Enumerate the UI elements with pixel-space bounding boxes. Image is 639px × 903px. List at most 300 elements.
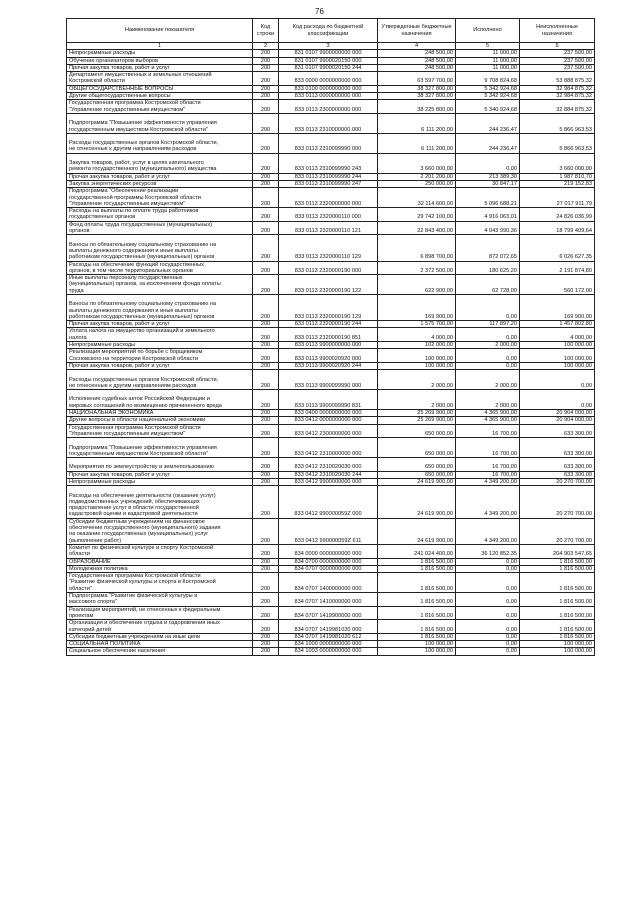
indicator-name-line: обеспечение государственного (муниципального) задания (69, 525, 221, 532)
indicator-name-line: Костромской области (69, 78, 125, 85)
indicator-name-cell (67, 633, 253, 640)
approved-amount-cell: 1 816 500,00 (378, 620, 456, 634)
approved-amount-cell: 3 660 000,00 (378, 153, 456, 173)
approved-amount-cell: 6 111 200,00 (378, 113, 456, 133)
line-code-cell: 200 (253, 641, 279, 648)
table-row (67, 362, 595, 369)
classification-code-cell: 833 0113 2310099990 247 (279, 180, 378, 187)
executed-amount-cell: 4 043 990,36 (456, 221, 520, 235)
indicator-name-line: (выполнение работ) (69, 537, 122, 544)
table-row (67, 321, 595, 328)
table-row (67, 410, 595, 417)
table-row (67, 294, 595, 320)
indicator-name-cell (67, 208, 253, 222)
indicator-name-line: Взносы по обязательному социальному страхованию на (69, 301, 217, 308)
indicator-name-line: "Развитие физической культуры и спорта в Костромской (69, 579, 216, 586)
line-code-cell: 200 (253, 544, 279, 558)
approved-amount-cell: 22 843 400,00 (378, 221, 456, 235)
approved-amount-cell: 4 000,00 (378, 328, 456, 342)
approved-amount-cell: 38 327 800,00 (378, 85, 456, 92)
approved-amount-cell: 248 500,00 (378, 64, 456, 71)
executed-amount-cell: 4 365 900,00 (456, 410, 520, 417)
executed-amount-cell: 16 700,00 (456, 438, 520, 458)
unexecuted-amount-cell: 1 816 500,00 (520, 620, 595, 634)
header-indicator-name: Наименование показателя (67, 19, 253, 43)
indicator-name-cell (67, 85, 253, 92)
indicator-name-cell (67, 410, 253, 417)
indicator-name-line: Подпрограмма "Повышение эффективности управления (69, 444, 217, 451)
indicator-name-line: Закупка энергетических ресурсов (69, 180, 157, 187)
indicator-name-line: выплаты денежного содержания и иные выплаты (69, 307, 198, 314)
table-row (67, 208, 595, 222)
indicator-name-line: Государственная программа Костромской области (69, 573, 201, 580)
table-row (67, 342, 595, 349)
executed-amount-cell: 872 072,65 (456, 235, 520, 261)
indicator-name-cell (67, 57, 253, 64)
indicator-name-cell (67, 113, 253, 133)
line-code-cell: 200 (253, 294, 279, 320)
table-row (67, 438, 595, 458)
approved-amount-cell: 1 816 500,00 (378, 573, 456, 593)
table-row (67, 188, 595, 208)
indicator-name-line: работникам государственных (муниципальных) органов (69, 254, 215, 261)
indicator-name-line: Прочая закупка товаров, работ и услуг (69, 173, 170, 180)
unexecuted-amount-cell: 560 172,00 (520, 275, 595, 295)
line-code-cell: 200 (253, 573, 279, 593)
table-row (67, 544, 595, 558)
unexecuted-amount-cell: 4 000,00 (520, 328, 595, 342)
approved-amount-cell: 1 816 500,00 (378, 593, 456, 607)
unexecuted-amount-cell: 237 500,00 (520, 50, 595, 57)
approved-amount-cell: 1 816 500,00 (378, 565, 456, 572)
classification-code-cell: 833 0412 2300000000 000 (279, 424, 378, 438)
line-code-cell: 200 (253, 471, 279, 478)
classification-code-cell: 834 0707 1419981020 000 (279, 620, 378, 634)
column-number: 1 (67, 43, 253, 50)
unexecuted-amount-cell: 5 866 963,53 (520, 133, 595, 153)
executed-amount-cell: 16 700,00 (456, 458, 520, 472)
indicator-name-line: Расходы на выплаты по оплате труда работников (69, 208, 199, 215)
indicator-name-line: Сосновского на территории Костромской области (69, 355, 199, 362)
indicator-name-cell (67, 458, 253, 472)
indicator-name-line: "Управление государственным имуществом" (69, 430, 186, 437)
indicator-name-line: органов, в том числе территориальных органов (69, 267, 193, 274)
unexecuted-amount-cell: 633 300,00 (520, 424, 595, 438)
line-code-cell: 200 (253, 221, 279, 235)
indicator-name-line: труда (69, 287, 84, 294)
indicator-name-line: предоставление услуг в области государственной (69, 505, 199, 512)
table-row (67, 606, 595, 620)
classification-code-cell: 833 0412 2310020030 244 (279, 471, 378, 478)
indicator-name-line: Прочая закупка товаров, работ и услуг (69, 362, 170, 369)
table-row (67, 221, 595, 235)
table-row (67, 417, 595, 424)
table-row (67, 593, 595, 607)
table-row (67, 648, 595, 655)
executed-amount-cell: 0,00 (456, 294, 520, 320)
table-row (67, 93, 595, 100)
indicator-name-line: мировых соглашений по возмещению причиненного вреда (69, 402, 222, 409)
table-row (67, 458, 595, 472)
indicator-name-cell (67, 342, 253, 349)
executed-amount-cell: 0,00 (456, 558, 520, 565)
unexecuted-amount-cell: 237 500,00 (520, 64, 595, 71)
indicator-name-line: Государственная программа Костромской области (69, 424, 201, 431)
line-code-cell: 200 (253, 417, 279, 424)
indicator-name-cell (67, 370, 253, 390)
indicator-name-line: Подпрограмма "Развитие физической культуры и (69, 593, 198, 600)
classification-code-cell: 833 0412 990000059Z 000 (279, 486, 378, 518)
indicator-name-line: (муниципальных) органов, за исключением фонда оплаты (69, 281, 221, 288)
indicator-name-line: не отнесенные к другим направлениям расходов (69, 382, 197, 389)
executed-amount-cell: 0,00 (456, 648, 520, 655)
line-code-cell: 200 (253, 479, 279, 486)
classification-code-cell: 834 0700 0000000000 000 (279, 558, 378, 565)
approved-amount-cell: 169 900,00 (378, 294, 456, 320)
indicator-name-line: Фонд оплаты труда государственных (муниципальных) (69, 221, 212, 228)
classification-code-cell: 834 0707 0000000000 000 (279, 565, 378, 572)
unexecuted-amount-cell: 53 888 875,32 (520, 72, 595, 86)
unexecuted-amount-cell: 32 984 875,32 (520, 93, 595, 100)
classification-code-cell: 834 1003 0000000000 000 (279, 648, 378, 655)
line-code-cell: 200 (253, 261, 279, 275)
indicator-name-line: ОБЩЕГОСУДАРСТВЕННЫЕ ВОПРОСЫ (69, 85, 174, 92)
indicator-name-line: Государственная программа Костромской области (69, 100, 201, 107)
indicator-name-cell (67, 438, 253, 458)
classification-code-cell: 833 0113 2300000000 000 (279, 100, 378, 114)
indicator-name-line: Организация и обеспечение отдыха и оздоровления иных (69, 620, 220, 627)
line-code-cell: 200 (253, 321, 279, 328)
approved-amount-cell: 248 500,00 (378, 57, 456, 64)
approved-amount-cell: 650 000,00 (378, 458, 456, 472)
executed-amount-cell: 0,00 (456, 606, 520, 620)
classification-code-cell: 833 0412 2310000000 000 (279, 438, 378, 458)
classification-code-cell: 833 0113 9900099990 831 (279, 390, 378, 410)
approved-amount-cell: 2 201 200,00 (378, 173, 456, 180)
column-number: 2 (253, 43, 279, 50)
unexecuted-amount-cell: 1 816 500,00 (520, 593, 595, 607)
line-code-cell: 200 (253, 593, 279, 607)
line-code-cell: 200 (253, 438, 279, 458)
line-code-cell: 200 (253, 648, 279, 655)
executed-amount-cell: 16 700,00 (456, 424, 520, 438)
approved-amount-cell: 1 816 500,00 (378, 633, 456, 640)
table-row (67, 100, 595, 114)
indicator-name-cell (67, 93, 253, 100)
executed-amount-cell: 62 728,00 (456, 275, 520, 295)
unexecuted-amount-cell: 1 457 802,80 (520, 321, 595, 328)
executed-amount-cell: 0,00 (456, 328, 520, 342)
header-line-code: Код строки (253, 19, 279, 43)
line-code-cell: 200 (253, 235, 279, 261)
indicator-name-line: налога (69, 334, 87, 341)
table-row (67, 235, 595, 261)
indicator-name-line: подведомственных учреждений, обеспечивающих (69, 498, 200, 505)
approved-amount-cell: 2 000,00 (378, 390, 456, 410)
approved-amount-cell: 1 816 500,00 (378, 606, 456, 620)
indicator-name-cell (67, 100, 253, 114)
unexecuted-amount-cell: 1 816 500,00 (520, 558, 595, 565)
indicator-name-cell (67, 417, 253, 424)
line-code-cell: 200 (253, 133, 279, 153)
approved-amount-cell: 241 024 400,00 (378, 544, 456, 558)
table-row (67, 275, 595, 295)
classification-code-cell: 833 0412 9900000000 000 (279, 479, 378, 486)
unexecuted-amount-cell: 237 500,00 (520, 57, 595, 64)
classification-code-cell: 833 0113 2310099990 000 (279, 133, 378, 153)
unexecuted-amount-cell: 20 270 700,00 (520, 518, 595, 544)
approved-amount-cell: 2 000,00 (378, 370, 456, 390)
line-code-cell: 200 (253, 93, 279, 100)
executed-amount-cell: 0,00 (456, 362, 520, 369)
executed-amount-cell: 213 389,30 (456, 173, 520, 180)
unexecuted-amount-cell: 20 270 700,00 (520, 486, 595, 518)
indicator-name-line: Непрограммные расходы (69, 50, 136, 57)
indicator-name-line: на оказание государственных (муниципальных) услуг (69, 531, 209, 538)
indicator-name-line: Взносы по обязательному социальному страхованию на (69, 241, 217, 248)
indicator-name-line: Другие вопросы в области национальной экономики (69, 417, 206, 424)
indicator-name-line: государственным имуществом Костромской области" (69, 126, 208, 133)
table-row (67, 479, 595, 486)
classification-code-cell: 834 0000 0000000000 000 (279, 544, 378, 558)
classification-code-cell: 833 0412 990000059Z 611 (279, 518, 378, 544)
approved-amount-cell: 24 619 900,00 (378, 479, 456, 486)
table-row (67, 133, 595, 153)
unexecuted-amount-cell: 27 017 911,79 (520, 188, 595, 208)
approved-amount-cell: 6 898 700,00 (378, 235, 456, 261)
indicator-name-cell (67, 173, 253, 180)
indicator-name-line: Иные выплаты персоналу государственных (69, 275, 183, 282)
classification-code-cell: 833 0100 0000000000 000 (279, 85, 378, 92)
executed-amount-cell: 4 349 200,00 (456, 518, 520, 544)
executed-amount-cell: 16 700,00 (456, 471, 520, 478)
line-code-cell: 200 (253, 390, 279, 410)
line-code-cell: 200 (253, 342, 279, 349)
approved-amount-cell: 102 000,00 (378, 342, 456, 349)
unexecuted-amount-cell: 20 270 700,00 (520, 479, 595, 486)
line-code-cell: 200 (253, 100, 279, 114)
line-code-cell: 200 (253, 565, 279, 572)
indicator-name-line: области (69, 551, 90, 558)
approved-amount-cell: 25 269 900,00 (378, 417, 456, 424)
approved-amount-cell: 38 225 800,00 (378, 100, 456, 114)
line-code-cell: 200 (253, 410, 279, 417)
unexecuted-amount-cell: 18 799 409,64 (520, 221, 595, 235)
indicator-name-line: Расходы государственных органов Костромской области, (69, 140, 219, 147)
line-code-cell: 200 (253, 328, 279, 342)
executed-amount-cell: 11 000,00 (456, 57, 520, 64)
indicator-name-cell (67, 565, 253, 572)
indicator-name-cell (67, 153, 253, 173)
approved-amount-cell: 650 000,00 (378, 438, 456, 458)
line-code-cell: 200 (253, 72, 279, 86)
table-row (67, 180, 595, 187)
indicator-name-line: Расходы государственных органов Костромской области, (69, 376, 219, 383)
unexecuted-amount-cell: 24 826 036,99 (520, 208, 595, 222)
approved-amount-cell: 32 114 600,00 (378, 188, 456, 208)
unexecuted-amount-cell: 0,00 (520, 390, 595, 410)
table-row (67, 261, 595, 275)
unexecuted-amount-cell: 100 000,00 (520, 362, 595, 369)
line-code-cell: 200 (253, 370, 279, 390)
table-row (67, 113, 595, 133)
executed-amount-cell: 4 916 063,01 (456, 208, 520, 222)
indicator-name-line: "Управление государственным имуществом" (69, 106, 186, 113)
classification-code-cell: 833 0113 0000000000 000 (279, 93, 378, 100)
indicator-name-line: Другие общегосударственные вопросы (69, 93, 171, 100)
indicator-name-line: Субсидии бюджетным учреждениям на иные цели (69, 633, 201, 640)
indicator-name-line: кадастровой оценки и кадастровой деятельности (69, 511, 198, 518)
table-row (67, 72, 595, 86)
line-code-cell: 200 (253, 633, 279, 640)
executed-amount-cell: 2 000,00 (456, 342, 520, 349)
classification-code-cell: 833 0113 2310000000 000 (279, 113, 378, 133)
line-code-cell: 200 (253, 620, 279, 634)
unexecuted-amount-cell: 5 866 963,53 (520, 113, 595, 133)
indicator-name-cell (67, 606, 253, 620)
approved-amount-cell: 38 327 800,00 (378, 93, 456, 100)
approved-amount-cell: 29 742 100,00 (378, 208, 456, 222)
unexecuted-amount-cell: 1 816 500,00 (520, 633, 595, 640)
line-code-cell: 200 (253, 275, 279, 295)
approved-amount-cell: 63 597 700,00 (378, 72, 456, 86)
unexecuted-amount-cell: 0,00 (520, 370, 595, 390)
unexecuted-amount-cell: 169 900,00 (520, 294, 595, 320)
executed-amount-cell: 0,00 (456, 633, 520, 640)
table-row (67, 57, 595, 64)
line-code-cell: 200 (253, 558, 279, 565)
approved-amount-cell: 2 372 500,00 (378, 261, 456, 275)
table-row (67, 565, 595, 572)
classification-code-cell: 833 0000 0000000000 000 (279, 72, 378, 86)
indicator-name-line: "Управление государственным имуществом" (69, 200, 186, 207)
indicator-name-cell (67, 641, 253, 648)
indicator-name-line: не отнесенные к другим направлениям расходов (69, 146, 197, 153)
executed-amount-cell: 11 000,00 (456, 50, 520, 57)
indicator-name-cell (67, 544, 253, 558)
table-row (67, 328, 595, 342)
executed-amount-cell: 0,00 (456, 349, 520, 363)
table-row (67, 370, 595, 390)
executed-amount-cell: 244 236,47 (456, 133, 520, 153)
indicator-name-cell (67, 221, 253, 235)
executed-amount-cell: 36 120 852,35 (456, 544, 520, 558)
indicator-name-cell (67, 479, 253, 486)
classification-code-cell: 831 0107 9900020150 244 (279, 64, 378, 71)
indicator-name-cell (67, 294, 253, 320)
indicator-name-line: Социальное обеспечение населения (69, 648, 166, 655)
approved-amount-cell: 24 619 900,00 (378, 486, 456, 518)
approved-amount-cell: 100 000,00 (378, 648, 456, 655)
indicator-name-line: Непрограммные расходы (69, 342, 136, 349)
indicator-name-cell (67, 648, 253, 655)
indicator-name-line: Расходы на обеспечение функций государственных (69, 261, 204, 268)
unexecuted-amount-cell: 32 884 875,32 (520, 100, 595, 114)
indicator-name-line: государственным имуществом Костромской области" (69, 450, 208, 457)
table-row (67, 486, 595, 518)
column-number: 6 (520, 43, 595, 50)
classification-code-cell: 833 0113 2320000190 129 (279, 294, 378, 320)
classification-code-cell: 833 0113 2320000110 121 (279, 221, 378, 235)
classification-code-cell: 833 0113 2320000190 000 (279, 261, 378, 275)
classification-code-cell: 833 0113 2310099990 243 (279, 153, 378, 173)
executed-amount-cell: 11 000,00 (456, 64, 520, 71)
indicator-name-line: Уплата налога на имущество организаций и земельного (69, 328, 215, 335)
executed-amount-cell: 5 342 924,68 (456, 93, 520, 100)
indicator-name-cell (67, 275, 253, 295)
executed-amount-cell: 9 708 824,68 (456, 72, 520, 86)
classification-code-cell: 834 1000 0000000000 000 (279, 641, 378, 648)
indicator-name-cell (67, 261, 253, 275)
approved-amount-cell: 24 619 900,00 (378, 518, 456, 544)
unexecuted-amount-cell: 100 000,00 (520, 342, 595, 349)
approved-amount-cell: 650 000,00 (378, 424, 456, 438)
approved-amount-cell: 622 900,00 (378, 275, 456, 295)
line-code-cell: 200 (253, 349, 279, 363)
table-row (67, 50, 595, 57)
unexecuted-amount-cell: 100 000,00 (520, 641, 595, 648)
unexecuted-amount-cell: 633 300,00 (520, 458, 595, 472)
indicator-name-line: Мероприятия по землеустройству и землепользованию (69, 464, 214, 471)
unexecuted-amount-cell: 100 000,00 (520, 648, 595, 655)
table-row (67, 153, 595, 173)
approved-amount-cell: 248 500,00 (378, 50, 456, 57)
indicator-name-cell (67, 390, 253, 410)
indicator-name-cell (67, 50, 253, 57)
approved-amount-cell: 100 000,00 (378, 349, 456, 363)
line-code-cell: 200 (253, 64, 279, 71)
executed-amount-cell: 180 625,20 (456, 261, 520, 275)
indicator-name-cell (67, 180, 253, 187)
line-code-cell: 200 (253, 362, 279, 369)
table-row (67, 64, 595, 71)
line-code-cell: 200 (253, 85, 279, 92)
unexecuted-amount-cell: 1 816 500,00 (520, 565, 595, 572)
executed-amount-cell: 30 847,17 (456, 180, 520, 187)
classification-code-cell: 833 0412 2310020030 000 (279, 458, 378, 472)
approved-amount-cell: 100 000,00 (378, 362, 456, 369)
classification-code-cell: 831 0107 9900000000 000 (279, 50, 378, 57)
indicator-name-line: Подпрограмма "Повышение эффективности управления (69, 120, 217, 127)
approved-amount-cell: 250 000,00 (378, 180, 456, 187)
unexecuted-amount-cell: 20 904 000,00 (520, 410, 595, 417)
line-code-cell: 200 (253, 208, 279, 222)
line-code-cell: 200 (253, 606, 279, 620)
table-row (67, 424, 595, 438)
classification-code-cell: 834 0707 1419900000 000 (279, 606, 378, 620)
indicator-name-line: Закупка товаров, работ, услуг в целях капитального (69, 160, 204, 167)
table-body (67, 50, 595, 655)
line-code-cell: 200 (253, 50, 279, 57)
line-code-cell: 200 (253, 458, 279, 472)
classification-code-cell: 834 0707 1410000000 000 (279, 593, 378, 607)
table-row (67, 349, 595, 363)
approved-amount-cell: 1 575 700,00 (378, 321, 456, 328)
indicator-name-line: органов (69, 228, 90, 235)
line-code-cell: 200 (253, 424, 279, 438)
approved-amount-cell: 650 000,00 (378, 471, 456, 478)
indicator-name-line: Молодежная политика (69, 565, 128, 572)
classification-code-cell: 833 0113 2320000000 000 (279, 188, 378, 208)
indicator-name-line: ОБРАЗОВАНИЕ (69, 558, 111, 565)
line-code-cell: 200 (253, 486, 279, 518)
classification-code-cell: 833 0113 2310099990 244 (279, 173, 378, 180)
indicator-name-line: СОЦИАЛЬНАЯ ПОЛИТИКА (69, 641, 141, 648)
indicator-name-line: проектам (69, 612, 94, 619)
unexecuted-amount-cell: 100 000,00 (520, 349, 595, 363)
classification-code-cell: 833 0113 9900099990 000 (279, 370, 378, 390)
approved-amount-cell: 25 269 900,00 (378, 410, 456, 417)
